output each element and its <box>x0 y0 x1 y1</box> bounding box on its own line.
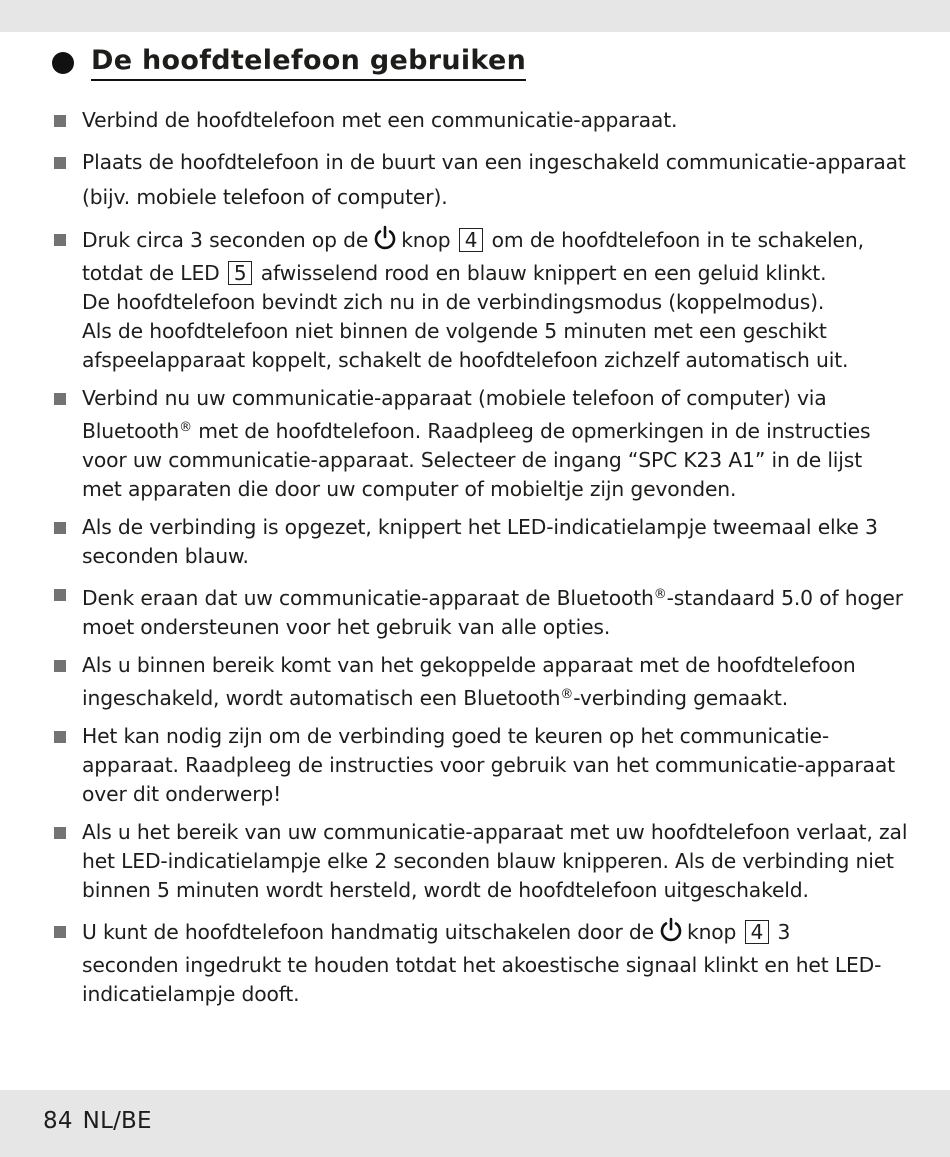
registered-mark: ® <box>179 420 192 435</box>
item-text <box>82 917 912 951</box>
list-item <box>52 722 912 809</box>
registered-mark: ® <box>653 587 667 602</box>
item-text: Als de verbinding is opgezet, knippert het LED-indicatielampje tweemaal elke 3 <box>82 515 878 539</box>
item-text-part: U kunt de hoofdtelefoon handmatig uitschakelen door de <box>82 920 654 944</box>
square-bullet-icon <box>54 827 66 839</box>
item-text-part: knop <box>401 228 451 252</box>
item-text: Als u binnen bereik komt van het gekoppelde apparaat met de hoofdtelefoon <box>82 653 856 677</box>
square-bullet-icon <box>54 589 66 601</box>
item-text <box>82 225 912 259</box>
item-text-part: 3 <box>777 920 791 944</box>
part-reference-box: 5 <box>228 261 253 285</box>
page-title: De hoofdtelefoon gebruiken <box>91 44 526 81</box>
list-item <box>52 384 912 504</box>
item-text-part: -standaard 5.0 of hoger <box>666 586 903 610</box>
item-text: voor uw communicatie-apparaat. Selecteer de ingang “SPC K23 A1” in de lijst <box>82 448 862 472</box>
item-text <box>82 413 912 446</box>
item-text <box>82 259 912 288</box>
list-item <box>52 818 912 905</box>
page-footer <box>43 1108 152 1134</box>
item-text <box>82 680 912 713</box>
list-item <box>52 225 912 375</box>
list-item <box>52 917 912 1009</box>
list-item <box>52 513 912 571</box>
item-text: apparaat. Raadpleeg de instructies voor gebruik van het communicatie-apparaat <box>82 753 895 777</box>
square-bullet-icon <box>54 926 66 938</box>
instruction-list <box>52 106 912 1009</box>
language-code: NL/BE <box>82 1108 152 1134</box>
item-text: moet ondersteunen voor het gebruik van alle opties. <box>82 615 611 639</box>
square-bullet-icon <box>54 115 66 127</box>
item-text: Als u het bereik van uw communicatie-apparaat met uw hoofdtelefoon verlaat, zal <box>82 820 908 844</box>
item-text-part: Bluetooth <box>82 419 180 443</box>
power-icon <box>658 917 684 951</box>
item-text: binnen 5 minuten wordt hersteld, wordt de hoofdtelefoon uitgeschakeld. <box>82 878 809 902</box>
item-text-part: ingeschakeld, wordt automatisch een Bluetooth <box>82 686 561 710</box>
list-item <box>52 651 912 713</box>
page-number: 84 <box>43 1108 73 1134</box>
list-item <box>52 106 912 135</box>
square-bullet-icon <box>54 731 66 743</box>
registered-mark: ® <box>560 687 574 702</box>
item-text: seconden ingedrukt te houden totdat het akoestische signaal klinkt en het LED- <box>82 953 882 977</box>
item-text: indicatielampje dooft. <box>82 982 300 1006</box>
item-text: met apparaten die door uw computer of mobieltje zijn gevonden. <box>82 477 737 501</box>
item-text: seconden blauw. <box>82 544 249 568</box>
item-text-part: -verbinding gemaakt. <box>573 686 788 710</box>
item-text-part: Druk circa 3 seconden op de <box>82 228 369 252</box>
square-bullet-icon <box>54 660 66 672</box>
square-bullet-icon <box>54 157 66 169</box>
item-text-part: met de hoofdtelefoon. Raadpleeg de opmerkingen in de instructies <box>198 419 871 443</box>
item-text-part: totdat de LED <box>82 261 220 285</box>
item-text: Plaats de hoofdtelefoon in de buurt van een ingeschakeld communicatie-apparaat <box>82 150 906 174</box>
item-text-part: afwisselend rood en blauw knippert en een geluid klinkt. <box>260 261 827 285</box>
item-text <box>82 580 912 613</box>
item-text: over dit onderwerp! <box>82 782 282 806</box>
part-reference-box: 4 <box>459 228 484 252</box>
list-item <box>52 148 912 212</box>
item-text: Het kan nodig zijn om de verbinding goed te keuren op het communicatie- <box>82 724 829 748</box>
item-text: De hoofdtelefoon bevindt zich nu in de verbindingsmodus (koppelmodus). <box>82 290 825 314</box>
square-bullet-icon <box>54 522 66 534</box>
heading-bullet-dot <box>52 52 74 74</box>
item-text: Verbind nu uw communicatie-apparaat (mobiele telefoon of computer) via <box>82 386 827 410</box>
list-item <box>52 580 912 642</box>
power-icon <box>372 225 398 259</box>
item-text-part: knop <box>687 920 737 944</box>
item-text: (bijv. mobiele telefoon of computer). <box>82 185 448 209</box>
square-bullet-icon <box>54 393 66 405</box>
top-band <box>0 0 950 32</box>
item-text-part: Denk eraan dat uw communicatie-apparaat de Bluetooth <box>82 586 654 610</box>
square-bullet-icon <box>54 234 66 246</box>
item-text-part: om de hoofdtelefoon in te schakelen, <box>491 228 864 252</box>
part-reference-box: 4 <box>745 920 770 944</box>
item-text: afspeelapparaat koppelt, schakelt de hoofdtelefoon zichzelf automatisch uit. <box>82 348 849 372</box>
item-text: Als de hoofdtelefoon niet binnen de volgende 5 minuten met een geschikt <box>82 319 827 343</box>
section-heading <box>52 44 526 81</box>
item-text: het LED-indicatielampje elke 2 seconden blauw knipperen. Als de verbinding niet <box>82 849 894 873</box>
item-text: Verbind de hoofdtelefoon met een communicatie-apparaat. <box>82 108 678 132</box>
